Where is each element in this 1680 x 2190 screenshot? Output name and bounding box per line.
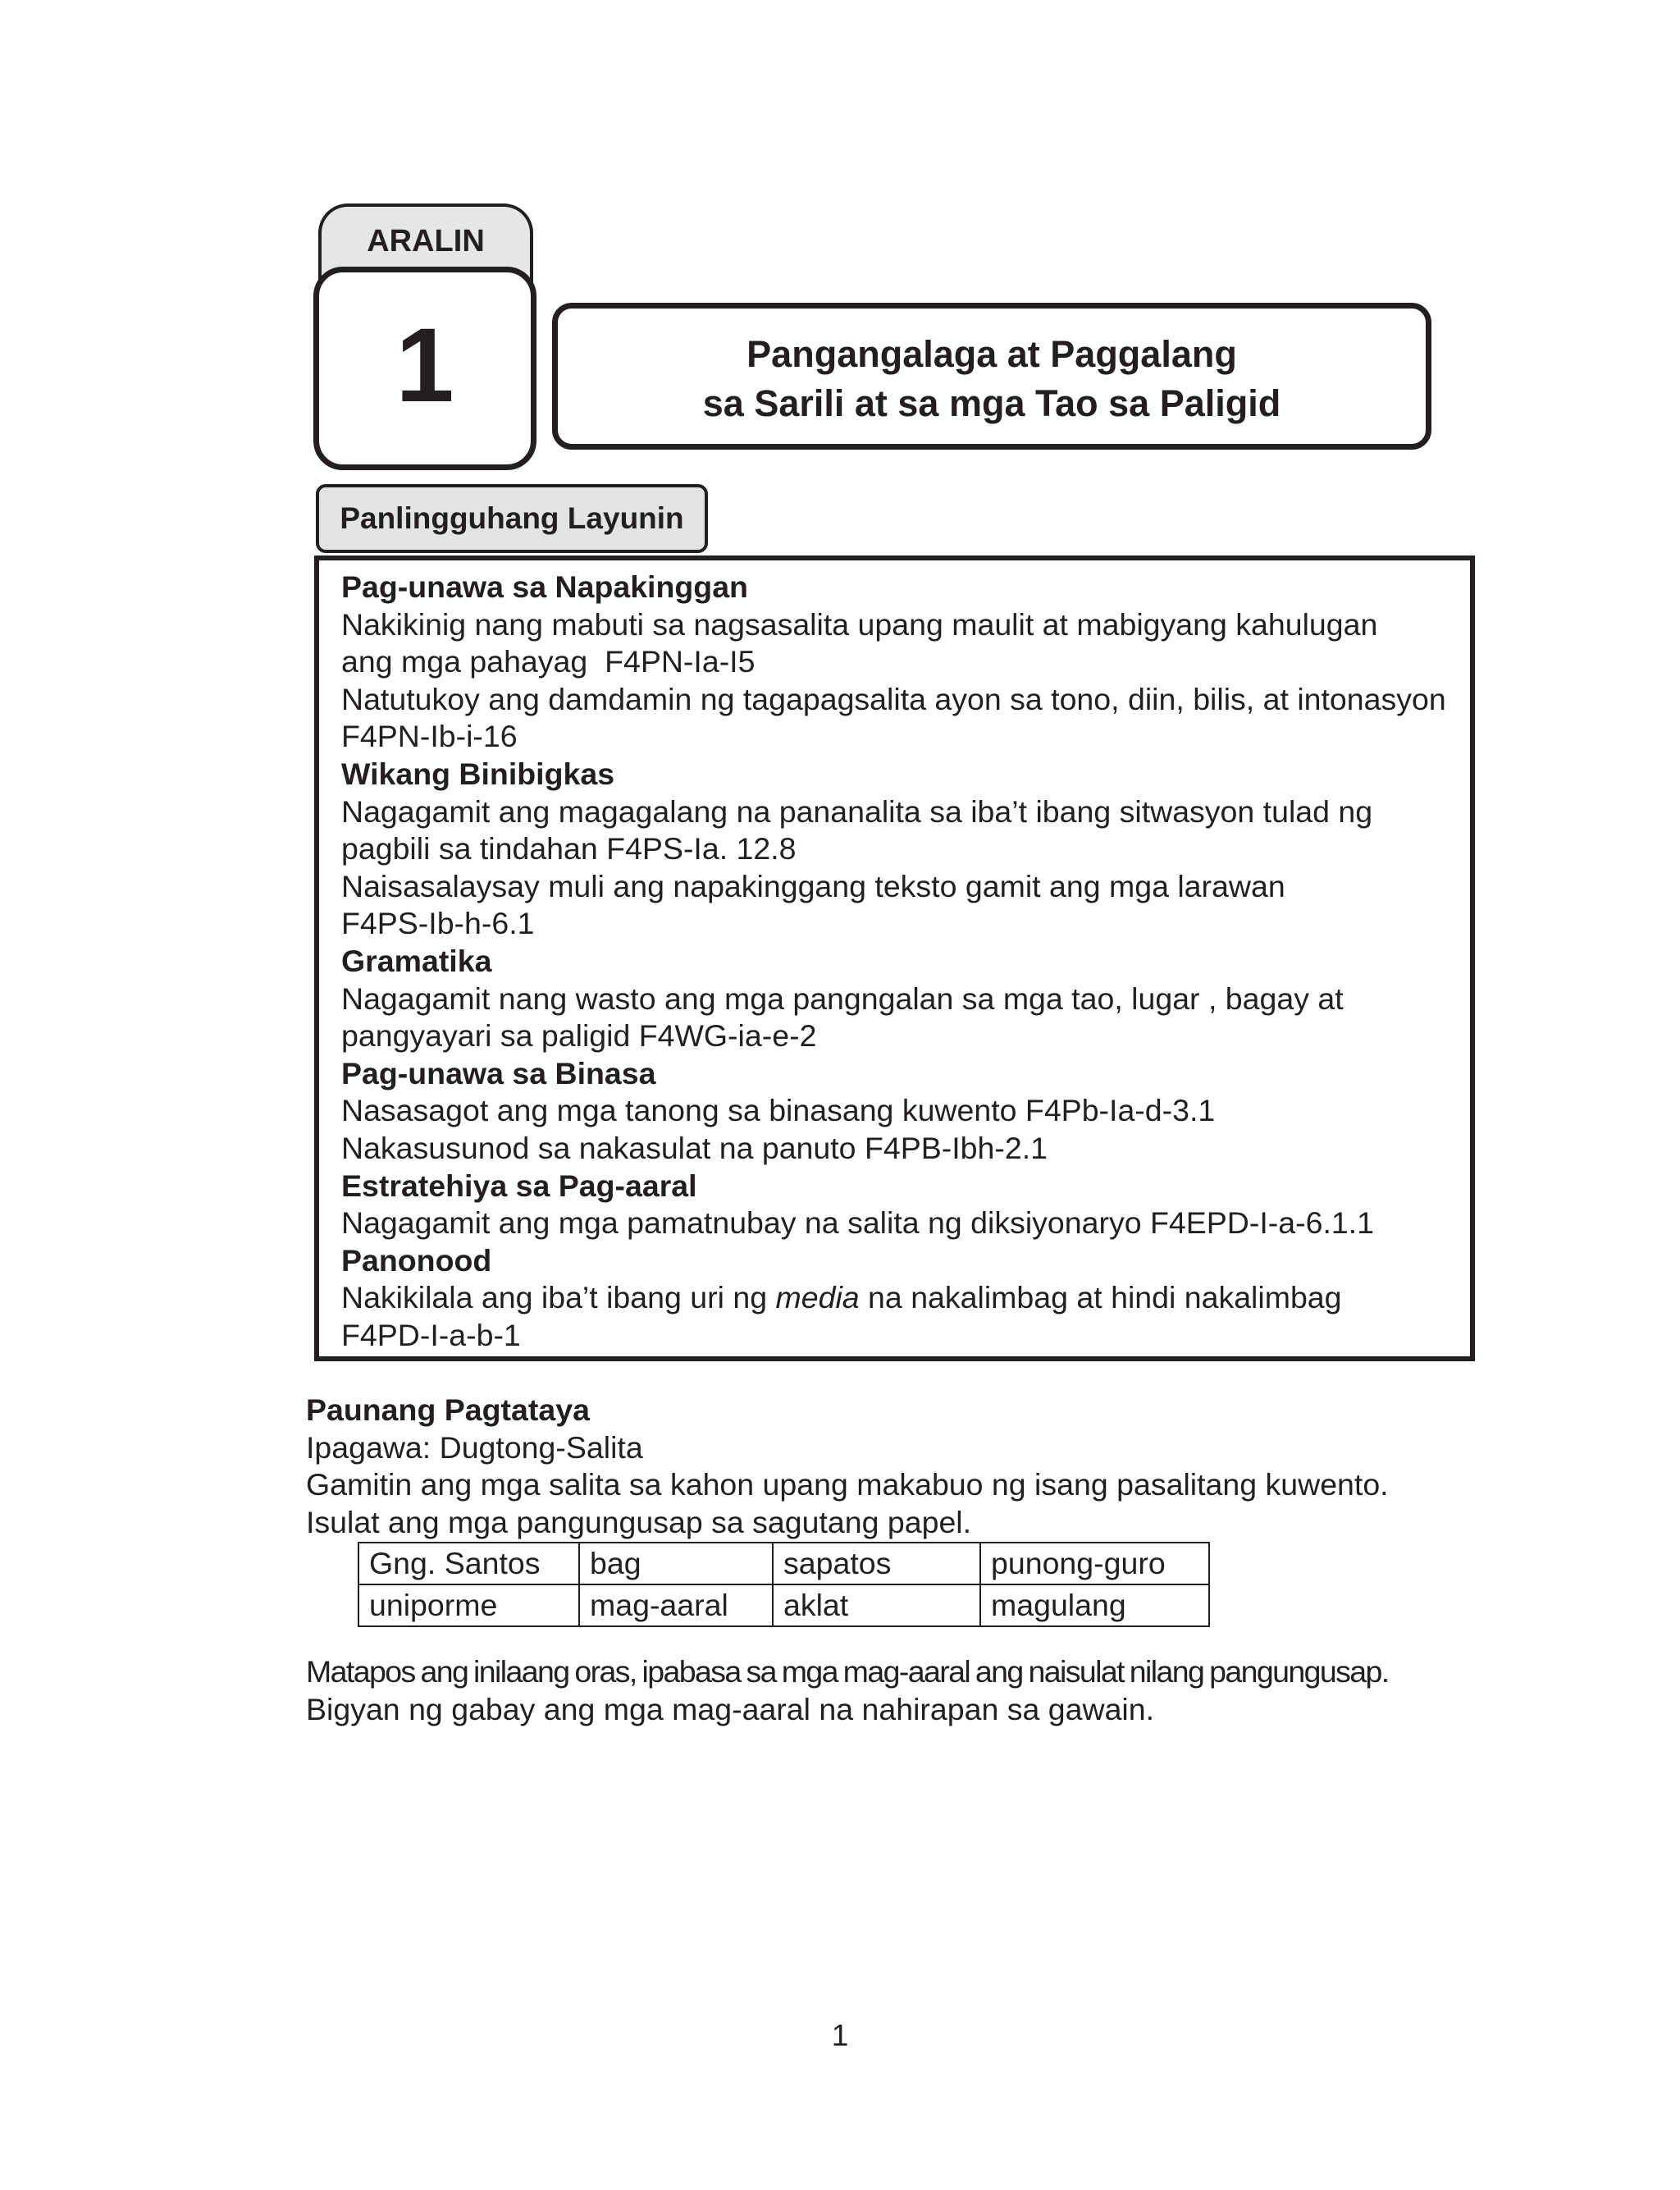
objective-heading: Pag-unawa sa Binasa — [341, 1055, 656, 1090]
objective-line: F4PD-I-a-b-1 — [341, 1317, 521, 1352]
paragraph-line: Matapos ang inilaang oras, ipabasa sa mga mag-aaral ang naisulat nilang pangungusap. — [306, 1654, 1389, 1689]
objective-line: F4PS-Ib-h-6.1 — [341, 906, 535, 941]
objective-heading: Estratehiya sa Pag-aaral — [341, 1168, 697, 1203]
objective-line: pagbili sa tindahan F4PS-Ia. 12.8 — [341, 831, 797, 866]
objective-line — [341, 1279, 1470, 1317]
lesson-number: 1 — [313, 267, 536, 470]
table-cell: sapatos — [773, 1543, 980, 1584]
aralin-label: ARALIN — [318, 203, 533, 292]
objective-line: Natutukoy ang damdamin ng tagapagsalita ayon sa tono, diin, bilis, at intonasyon — [341, 681, 1446, 716]
section-heading: Paunang Pagtataya — [306, 1392, 590, 1427]
objective-line: Nagagamit ang mga pamatnubay na salita ng diksiyonaryo F4EPD-I-a-6.1.1 — [341, 1205, 1375, 1241]
table-cell: mag-aaral — [579, 1584, 773, 1626]
paragraph-line: Isulat ang mga pangungusap sa sagutang papel. — [306, 1504, 972, 1539]
objective-heading: Gramatika — [341, 943, 492, 978]
table-cell: punong-guro — [980, 1543, 1209, 1584]
objective-line: Nakikinig nang mabuti sa nagsasalita upang maulit at mabigyang kahulugan — [341, 606, 1378, 642]
objective-line: F4PN-Ib-i-16 — [341, 719, 518, 754]
paragraph-line: Gamitin ang mga salita sa kahon upang makabuo ng isang pasalitang kuwento. — [306, 1467, 1389, 1502]
objectives-tab-label: Panlingguhang Layunin — [316, 484, 708, 553]
table-row — [358, 1584, 1209, 1626]
objective-heading: Panonood — [341, 1242, 492, 1278]
pre-assessment — [306, 1392, 1487, 1541]
objective-line: Nasasagot ang mga tanong sa binasang kuwento F4Pb-Ia-d-3.1 — [341, 1093, 1216, 1128]
objective-line: Nakasusunod sa nakasulat na panuto F4PB-Ibh-2.1 — [341, 1130, 1048, 1165]
objective-line: pangyayari sa paligid F4WG-ia-e-2 — [341, 1018, 817, 1054]
objectives-box — [314, 556, 1475, 1361]
objective-line: ang mga pahayag F4PN-Ia-I5 — [341, 644, 756, 679]
instructions-after — [306, 1653, 1389, 1728]
objective-heading: Pag-unawa sa Napakinggan — [341, 569, 748, 604]
text-fragment: na nakalimbag at hindi nakalimbag — [859, 1280, 1342, 1315]
table-row — [358, 1543, 1209, 1584]
page-number: 1 — [831, 2019, 849, 2052]
lesson-title — [552, 303, 1431, 450]
word-table — [358, 1542, 1210, 1627]
table-cell: magulang — [980, 1584, 1209, 1626]
table-cell: bag — [579, 1543, 773, 1584]
lesson-title-line1: Pangangalaga at Paggalang — [746, 332, 1237, 375]
objective-line: Naisasalaysay muli ang napakinggang teksto gamit ang mga larawan — [341, 868, 1285, 903]
objective-line: Nagagamit nang wasto ang mga pangngalan sa mga tao, lugar , bagay at — [341, 981, 1344, 1016]
table-cell: Gng. Santos — [358, 1543, 579, 1584]
table-cell: uniporme — [358, 1584, 579, 1626]
italic-term: media — [775, 1280, 860, 1315]
objective-line: Nagagamit ang magagalang na pananalita sa iba’t ibang sitwasyon tulad ng — [341, 793, 1373, 829]
paragraph-line: Bigyan ng gabay ang mga mag-aaral na nahirapan sa gawain. — [306, 1692, 1155, 1726]
lesson-title-line2: sa Sarili at sa mga Tao sa Paligid — [702, 382, 1281, 424]
objective-heading: Wikang Binibigkas — [341, 756, 615, 791]
paragraph-line: Ipagawa: Dugtong-Salita — [306, 1429, 643, 1465]
text-fragment: Nakikilala ang iba’t ibang uri ng — [341, 1280, 776, 1315]
table-cell: aklat — [773, 1584, 980, 1626]
